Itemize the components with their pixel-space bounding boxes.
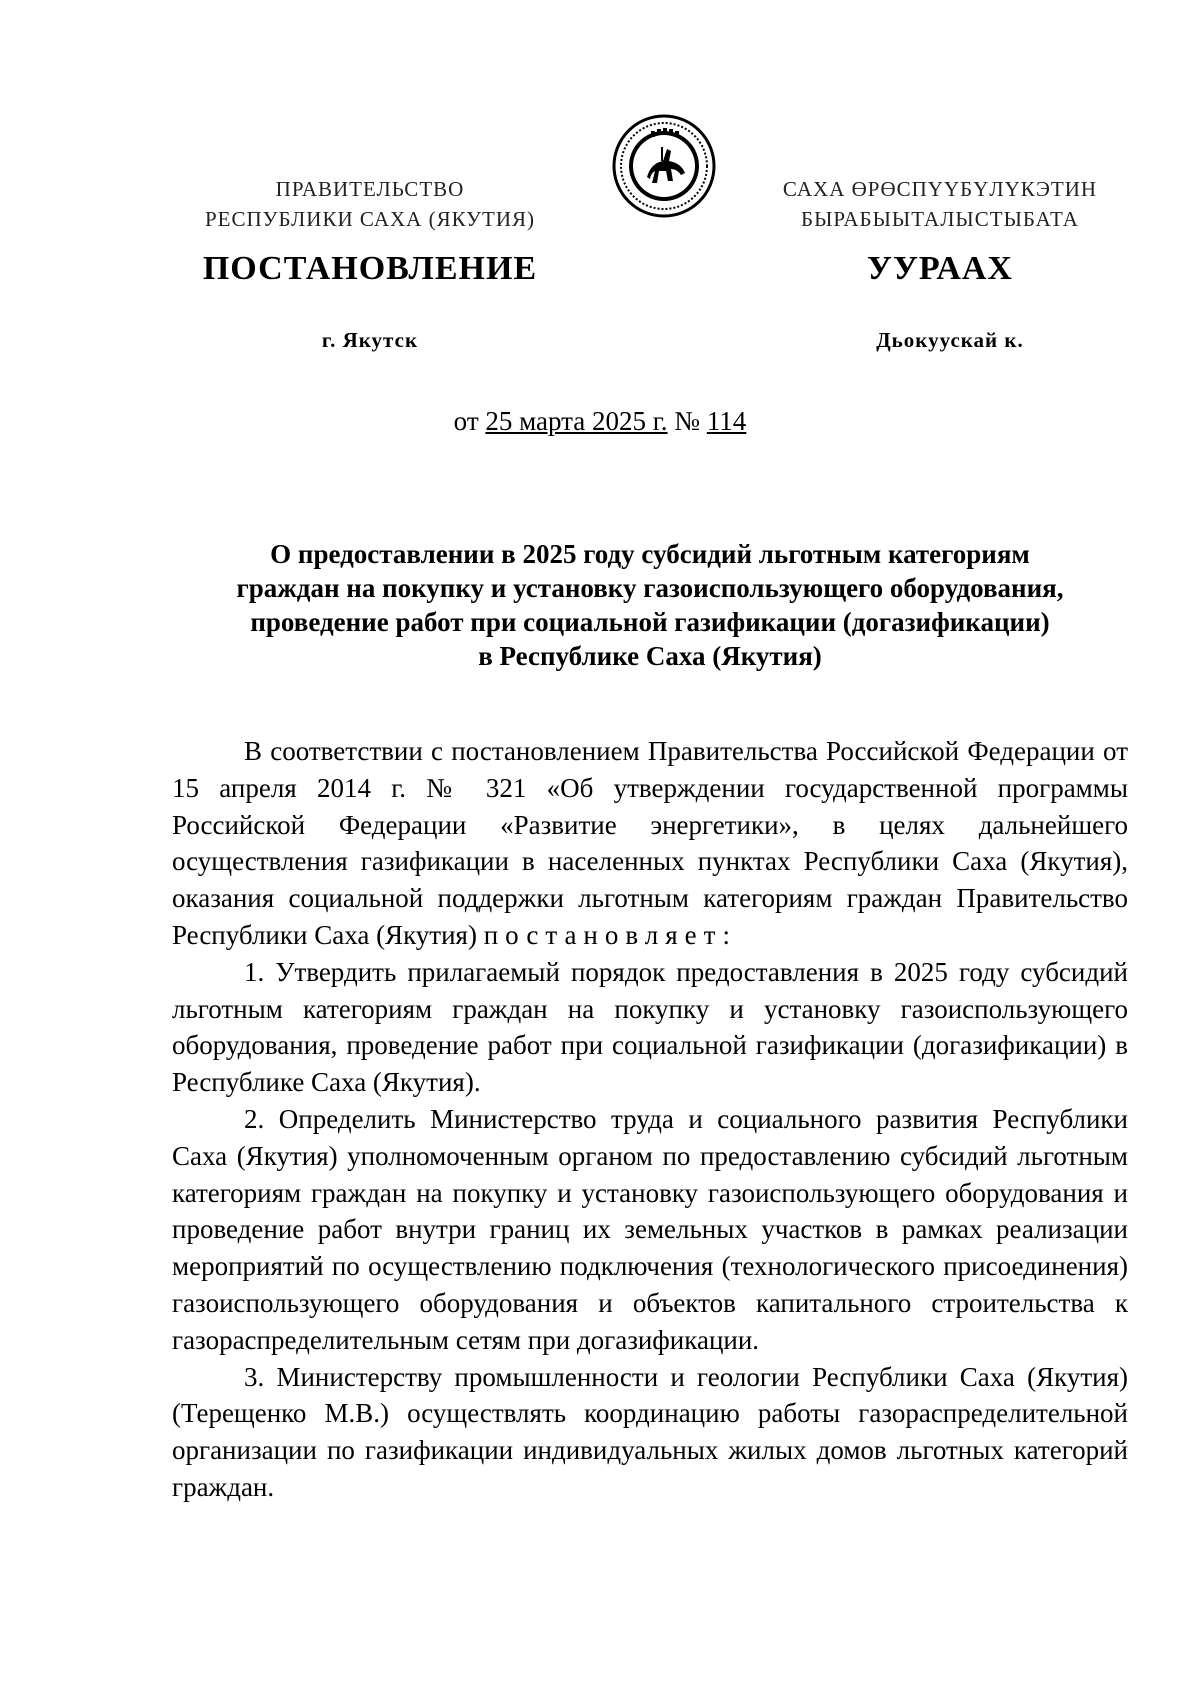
org-name-line: БЫРАБЫЫТАЛЫСТЫБАТА — [801, 207, 1079, 231]
org-name-line: РЕСПУБЛИКИ САХА (ЯКУТИЯ) — [204, 207, 536, 231]
number-sign: № — [674, 406, 701, 436]
sakha-coat-of-arms-icon — [611, 113, 717, 219]
doc-type-russian: ПОСТАНОВЛЕНИЕ — [202, 250, 538, 287]
title-line: проведение работ при социальной газификации (догазификации) — [250, 607, 1050, 637]
preamble-text: В соответствии с постановлением Правительства Российской Федерации от 15 апреля 2014 г. № 321 «Об утверждении государственной программы Российской Федерации «Развитие энергетики», в целях дальнейшего осуществления газификации в населенных пунктах Республики Саха (Якутия), оказания социальной поддержки льготным категориям граждан Правительство Республики Саха (Якутия) — [172, 736, 1128, 950]
doc-type-sakha: УУРААХ — [867, 250, 1013, 287]
place-sakha: Дьокуускай к. — [876, 328, 1024, 352]
org-name-sakha — [735, 174, 1145, 234]
org-name-russian — [170, 174, 570, 234]
title-line: в Республике Саха (Якутия) — [478, 641, 822, 671]
decree-date-line — [300, 406, 900, 437]
item-paragraph: 2. Определить Министерство труда и социального развития Республики Саха (Якутия) уполномоченным органом по предоставлению субсидий льготным категориям граждан на покупку и установку газоиспользующего оборудования и проведение работ внутри границ их земельных участков в рамках реализации мероприятий по осуществлению подключения (технологического присоединения) газоиспользующего оборудования и объектов капитального строительства к газораспределительным сетям при догазификации. — [172, 1103, 1128, 1355]
item-paragraph: 3. Министерству промышленности и геологии Республики Саха (Якутия) (Терещенко М.В.) осуществлять координацию работы газораспределительной организации по газификации индивидуальных жилых домов льготных категорий граждан. — [172, 1361, 1128, 1502]
preamble-paragraph — [172, 733, 1128, 954]
decree-title — [175, 537, 1125, 673]
decree-number: 114 — [706, 406, 747, 436]
title-line: О предоставлении в 2025 году субсидий льготным категориям — [270, 539, 1030, 569]
decree-body — [172, 733, 1128, 1506]
date-prefix: от — [453, 406, 479, 436]
decree-date: 25 марта 2025 г. — [485, 406, 668, 436]
title-line: граждан на покупку и установку газоиспользующего оборудования, — [236, 573, 1064, 603]
decree-word: постановляет: — [483, 919, 737, 950]
org-name-line: САХА ӨРӨСПҮҮБҮЛҮКЭТИН — [782, 177, 1098, 201]
org-name-line: ПРАВИТЕЛЬСТВО — [275, 177, 465, 201]
item-paragraph: 1. Утвердить прилагаемый порядок предоставления в 2025 году субсидий льготным категориям граждан на покупку и установку газоиспользующего оборудования, проведение работ при социальной газификации (догазификации) в Республике Саха (Якутия). — [172, 956, 1128, 1098]
place-russian: г. Якутск — [321, 328, 419, 352]
